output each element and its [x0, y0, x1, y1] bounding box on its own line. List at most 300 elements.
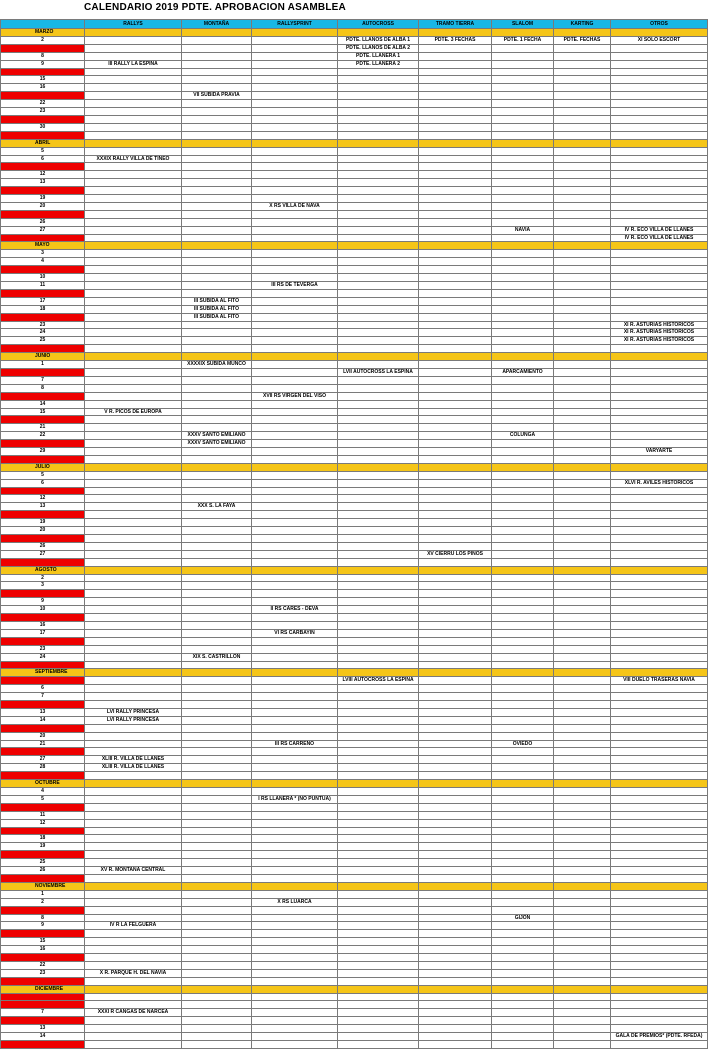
empty-cell: [338, 479, 419, 487]
day-row: [1, 321, 708, 329]
day-row: [1, 163, 708, 171]
empty-cell: [338, 693, 419, 701]
empty-cell: [182, 685, 252, 693]
empty-cell: [554, 827, 611, 835]
day-row: [1, 274, 708, 282]
empty-cell: [182, 708, 252, 716]
empty-cell: [252, 487, 338, 495]
day-number: 13: [1, 1025, 85, 1033]
month-band-cell: [252, 566, 338, 574]
empty-cell: [85, 1001, 182, 1009]
day-number: 2: [1, 368, 85, 376]
day-number: 20: [1, 851, 85, 859]
empty-cell: [419, 1009, 492, 1017]
empty-cell: [419, 179, 492, 187]
empty-cell: [554, 250, 611, 258]
empty-cell: [85, 84, 182, 92]
day-number: 25: [1, 337, 85, 345]
empty-cell: [492, 376, 554, 384]
day-row: [1, 827, 708, 835]
day-row: [1, 898, 708, 906]
empty-cell: [492, 479, 554, 487]
empty-cell: [182, 195, 252, 203]
empty-cell: [85, 503, 182, 511]
empty-cell: [554, 384, 611, 392]
empty-cell: [554, 772, 611, 780]
empty-cell: [252, 1025, 338, 1033]
month-band-cell: [492, 139, 554, 147]
empty-cell: [611, 590, 708, 598]
empty-cell: [338, 471, 419, 479]
empty-cell: [611, 843, 708, 851]
empty-cell: [85, 677, 182, 685]
empty-cell: [492, 274, 554, 282]
empty-cell: [554, 305, 611, 313]
empty-cell: [252, 60, 338, 68]
empty-cell: [419, 748, 492, 756]
month-band-cell: [419, 242, 492, 250]
empty-cell: [182, 803, 252, 811]
day-number: 27: [1, 226, 85, 234]
empty-cell: [252, 424, 338, 432]
event-cell: VI RS CARBAYIN: [252, 629, 338, 637]
empty-cell: [252, 226, 338, 234]
empty-cell: [182, 645, 252, 653]
empty-cell: [611, 368, 708, 376]
empty-cell: [85, 906, 182, 914]
empty-cell: [492, 76, 554, 84]
empty-cell: [554, 795, 611, 803]
empty-cell: [338, 772, 419, 780]
empty-cell: [419, 210, 492, 218]
empty-cell: [182, 321, 252, 329]
empty-cell: [338, 195, 419, 203]
month-band-cell: [492, 242, 554, 250]
day-number: 10: [1, 68, 85, 76]
empty-cell: [252, 321, 338, 329]
empty-cell: [419, 44, 492, 52]
day-number: 3: [1, 906, 85, 914]
month-band-cell: [252, 882, 338, 890]
event-cell: XXXXIX SUBIDA MUNCO: [182, 361, 252, 369]
day-row: [1, 558, 708, 566]
empty-cell: [492, 582, 554, 590]
empty-cell: [252, 764, 338, 772]
empty-cell: [554, 954, 611, 962]
empty-cell: [419, 202, 492, 210]
empty-cell: [85, 874, 182, 882]
month-band-cell: [85, 780, 182, 788]
empty-cell: [252, 155, 338, 163]
empty-cell: [252, 455, 338, 463]
empty-cell: [419, 1001, 492, 1009]
empty-cell: [492, 329, 554, 337]
empty-cell: [182, 1033, 252, 1041]
empty-cell: [419, 724, 492, 732]
empty-cell: [492, 535, 554, 543]
empty-cell: [85, 274, 182, 282]
day-number: 23: [1, 321, 85, 329]
empty-cell: [85, 914, 182, 922]
empty-cell: [611, 440, 708, 448]
empty-cell: [611, 123, 708, 131]
empty-cell: [252, 724, 338, 732]
empty-cell: [182, 764, 252, 772]
day-number: 10: [1, 274, 85, 282]
empty-cell: [85, 835, 182, 843]
empty-cell: [492, 202, 554, 210]
empty-cell: [182, 542, 252, 550]
empty-cell: [338, 1009, 419, 1017]
empty-cell: [554, 977, 611, 985]
empty-cell: [419, 993, 492, 1001]
empty-cell: [85, 843, 182, 851]
event-cell: LVI RALLY PRINCESA: [85, 708, 182, 716]
empty-cell: [492, 400, 554, 408]
empty-cell: [252, 890, 338, 898]
empty-cell: [611, 68, 708, 76]
empty-cell: [419, 890, 492, 898]
empty-cell: [611, 598, 708, 606]
event-cell: XXXI R CANGAS DE NARCEA: [85, 1009, 182, 1017]
empty-cell: [85, 171, 182, 179]
empty-cell: [252, 368, 338, 376]
empty-cell: [85, 1025, 182, 1033]
empty-cell: [554, 867, 611, 875]
empty-cell: [492, 843, 554, 851]
empty-cell: [492, 171, 554, 179]
month-band-cell: [492, 566, 554, 574]
day-number: 27: [1, 874, 85, 882]
day-number: 8: [1, 384, 85, 392]
empty-cell: [252, 590, 338, 598]
day-number: 20: [1, 202, 85, 210]
day-number: 8: [1, 1017, 85, 1025]
empty-cell: [492, 195, 554, 203]
empty-cell: [338, 1041, 419, 1049]
empty-cell: [419, 922, 492, 930]
empty-cell: [554, 131, 611, 139]
day-number: 30: [1, 455, 85, 463]
empty-cell: [182, 487, 252, 495]
empty-cell: [419, 511, 492, 519]
day-number: 16: [1, 621, 85, 629]
empty-cell: [338, 961, 419, 969]
empty-cell: [85, 748, 182, 756]
empty-cell: [554, 297, 611, 305]
day-number: 27: [1, 550, 85, 558]
day-row: [1, 297, 708, 305]
empty-cell: [85, 511, 182, 519]
event-cell: III RALLY LA ESPINA: [85, 60, 182, 68]
empty-cell: [419, 1033, 492, 1041]
month-band-cell: [182, 29, 252, 37]
empty-cell: [492, 313, 554, 321]
month-band-cell: [492, 882, 554, 890]
empty-cell: [554, 661, 611, 669]
empty-cell: [492, 772, 554, 780]
empty-cell: [338, 1001, 419, 1009]
empty-cell: [252, 922, 338, 930]
empty-cell: [252, 376, 338, 384]
event-cell: LVII AUTOCROSS LA ESPINA: [338, 368, 419, 376]
empty-cell: [419, 479, 492, 487]
empty-cell: [611, 859, 708, 867]
empty-cell: [182, 590, 252, 598]
day-row: [1, 226, 708, 234]
day-row: [1, 961, 708, 969]
event-cell: IV R. ECO VILLA DE LLANES: [611, 234, 708, 242]
empty-cell: [182, 36, 252, 44]
day-row: [1, 266, 708, 274]
empty-cell: [252, 448, 338, 456]
day-row: [1, 376, 708, 384]
empty-cell: [182, 993, 252, 1001]
empty-cell: [611, 76, 708, 84]
empty-cell: [338, 740, 419, 748]
empty-cell: [85, 795, 182, 803]
empty-cell: [85, 582, 182, 590]
empty-cell: [182, 171, 252, 179]
empty-cell: [85, 471, 182, 479]
empty-cell: [611, 867, 708, 875]
empty-cell: [419, 115, 492, 123]
empty-cell: [554, 511, 611, 519]
empty-cell: [182, 392, 252, 400]
empty-cell: [492, 756, 554, 764]
empty-cell: [85, 479, 182, 487]
empty-cell: [85, 313, 182, 321]
empty-cell: [338, 76, 419, 84]
month-label: MAYO: [1, 242, 85, 250]
empty-cell: [85, 724, 182, 732]
day-number: 14: [1, 1033, 85, 1041]
day-row: [1, 36, 708, 44]
empty-cell: [182, 637, 252, 645]
month-band-cell: [182, 882, 252, 890]
empty-cell: [554, 724, 611, 732]
empty-cell: [492, 503, 554, 511]
empty-cell: [419, 637, 492, 645]
empty-cell: [419, 226, 492, 234]
empty-cell: [611, 795, 708, 803]
empty-cell: [492, 614, 554, 622]
empty-cell: [492, 100, 554, 108]
empty-cell: [85, 321, 182, 329]
day-number: 9: [1, 392, 85, 400]
empty-cell: [85, 210, 182, 218]
empty-cell: [338, 732, 419, 740]
empty-cell: [252, 1033, 338, 1041]
empty-cell: [182, 819, 252, 827]
empty-cell: [182, 716, 252, 724]
day-row: [1, 471, 708, 479]
day-number: 7: [1, 487, 85, 495]
empty-cell: [554, 479, 611, 487]
empty-cell: [182, 914, 252, 922]
day-number: 5: [1, 471, 85, 479]
empty-cell: [252, 123, 338, 131]
empty-cell: [85, 345, 182, 353]
empty-cell: [611, 210, 708, 218]
empty-cell: [492, 424, 554, 432]
empty-cell: [554, 906, 611, 914]
empty-cell: [611, 914, 708, 922]
month-band-cell: [85, 566, 182, 574]
empty-cell: [182, 788, 252, 796]
event-cell: XIX S. CASTRILLON: [182, 653, 252, 661]
empty-cell: [554, 376, 611, 384]
empty-cell: [252, 811, 338, 819]
column-header: RALLYS: [85, 20, 182, 29]
empty-cell: [492, 677, 554, 685]
empty-cell: [338, 218, 419, 226]
empty-cell: [85, 250, 182, 258]
day-row: [1, 282, 708, 290]
empty-cell: [611, 1017, 708, 1025]
day-number: 22: [1, 748, 85, 756]
empty-cell: [252, 179, 338, 187]
empty-cell: [492, 68, 554, 76]
day-number: 7: [1, 1009, 85, 1017]
empty-cell: [252, 535, 338, 543]
day-row: [1, 621, 708, 629]
empty-cell: [85, 961, 182, 969]
empty-cell: [252, 131, 338, 139]
empty-cell: [338, 582, 419, 590]
empty-cell: [419, 84, 492, 92]
empty-cell: [611, 851, 708, 859]
empty-cell: [338, 147, 419, 155]
empty-cell: [85, 1041, 182, 1049]
empty-cell: [554, 756, 611, 764]
empty-cell: [85, 234, 182, 242]
empty-cell: [85, 637, 182, 645]
empty-cell: [338, 614, 419, 622]
empty-cell: [554, 416, 611, 424]
empty-cell: [85, 693, 182, 701]
empty-cell: [252, 930, 338, 938]
month-band-cell: [611, 985, 708, 993]
day-row: [1, 772, 708, 780]
day-row: [1, 542, 708, 550]
month-header-row: [1, 242, 708, 250]
empty-cell: [85, 938, 182, 946]
empty-cell: [85, 629, 182, 637]
month-band-cell: [611, 882, 708, 890]
empty-cell: [85, 368, 182, 376]
empty-cell: [85, 305, 182, 313]
day-number: 16: [1, 416, 85, 424]
empty-cell: [419, 621, 492, 629]
empty-cell: [252, 661, 338, 669]
empty-cell: [182, 922, 252, 930]
empty-cell: [419, 693, 492, 701]
empty-cell: [419, 321, 492, 329]
empty-cell: [419, 803, 492, 811]
empty-cell: [611, 305, 708, 313]
empty-cell: [611, 511, 708, 519]
day-row: [1, 938, 708, 946]
day-row: [1, 685, 708, 693]
empty-cell: [611, 685, 708, 693]
empty-cell: [85, 384, 182, 392]
month-header-row: [1, 139, 708, 147]
empty-cell: [85, 218, 182, 226]
empty-cell: [492, 487, 554, 495]
month-band-cell: [338, 882, 419, 890]
empty-cell: [182, 598, 252, 606]
empty-cell: [419, 432, 492, 440]
empty-cell: [554, 740, 611, 748]
empty-cell: [182, 811, 252, 819]
empty-cell: [611, 788, 708, 796]
empty-cell: [252, 408, 338, 416]
day-row: [1, 455, 708, 463]
day-number: 14: [1, 511, 85, 519]
empty-cell: [492, 234, 554, 242]
empty-cell: [492, 115, 554, 123]
empty-cell: [492, 954, 554, 962]
empty-cell: [338, 376, 419, 384]
empty-cell: [492, 297, 554, 305]
day-number: 4: [1, 590, 85, 598]
empty-cell: [85, 1033, 182, 1041]
empty-cell: [182, 84, 252, 92]
empty-cell: [182, 946, 252, 954]
day-row: [1, 218, 708, 226]
empty-cell: [611, 724, 708, 732]
month-band-cell: [554, 882, 611, 890]
empty-cell: [554, 60, 611, 68]
empty-cell: [554, 803, 611, 811]
day-number: 11: [1, 811, 85, 819]
day-number: 3: [1, 582, 85, 590]
empty-cell: [252, 511, 338, 519]
day-number: 1: [1, 677, 85, 685]
empty-cell: [492, 993, 554, 1001]
empty-cell: [611, 969, 708, 977]
empty-cell: [338, 179, 419, 187]
empty-cell: [252, 969, 338, 977]
day-row: [1, 803, 708, 811]
event-cell: APARCAMIENTO: [492, 368, 554, 376]
empty-cell: [252, 361, 338, 369]
empty-cell: [252, 772, 338, 780]
empty-cell: [85, 574, 182, 582]
day-number: 27: [1, 756, 85, 764]
empty-cell: [611, 1001, 708, 1009]
empty-cell: [611, 906, 708, 914]
empty-cell: [419, 368, 492, 376]
empty-cell: [252, 218, 338, 226]
day-number: 12: [1, 495, 85, 503]
month-band-cell: [182, 139, 252, 147]
day-number: 16: [1, 946, 85, 954]
empty-cell: [338, 187, 419, 195]
empty-cell: [419, 819, 492, 827]
day-row: [1, 408, 708, 416]
empty-cell: [492, 558, 554, 566]
empty-cell: [611, 84, 708, 92]
empty-cell: [182, 795, 252, 803]
empty-cell: [419, 732, 492, 740]
column-header: KARTING: [554, 20, 611, 29]
day-row: [1, 701, 708, 709]
empty-cell: [419, 558, 492, 566]
day-number: 15: [1, 408, 85, 416]
month-band-cell: [492, 780, 554, 788]
